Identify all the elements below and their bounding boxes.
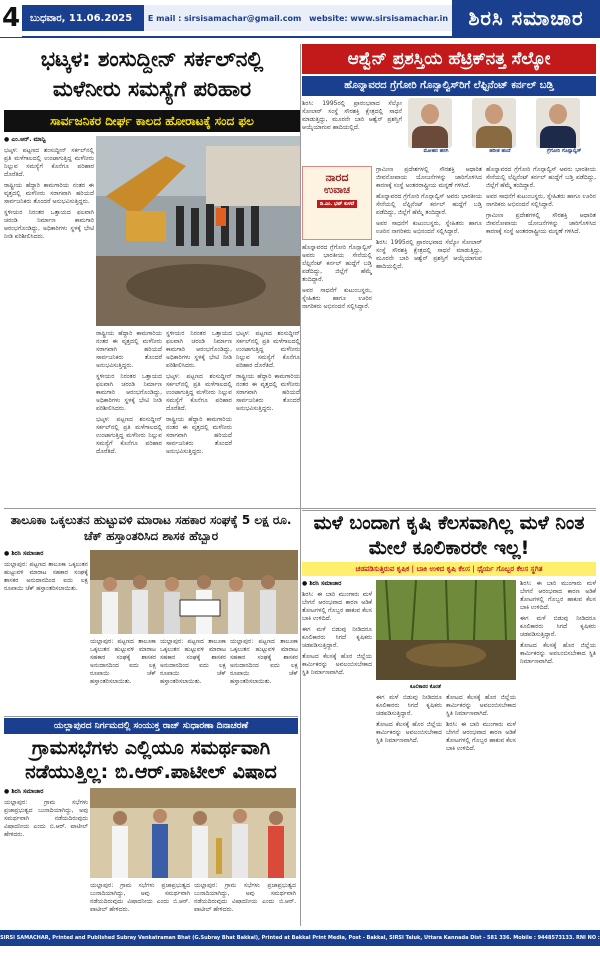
story5-body-col2: [90, 882, 190, 926]
story1-para: ಸ್ಥಳೀಯರ ನಿರಂತರ ಒತ್ತಾಯದ ಫಲವಾಗಿ ಚರಂಡಿ ನಿರ್ಮಾಣ ಕಾಮಗಾರಿ ಆರಂಭಗೊಂಡಿದ್ದು, ಅಧಿಕಾರಿಗಳು ಸ್ಥಳಕ್ಕೆ ಭೇಟಿ ನೀಡಿ ಪರಿಶೀಲಿಸಿದರು.: [4, 209, 94, 240]
story5-para: ಯಲ್ಲಾಪುರ: ಗ್ರಾಮ ಸಭೆಗಳು ಪ್ರಜಾಪ್ರಭುತ್ವದ ಬುನಾದಿಯಾಗಿದ್ದು, ಅವು ಸಮರ್ಥವಾಗಿ ನಡೆಯದಿರುವುದು ವಿಷಾದನೀಯ ಎಂದು ಬಿ.ಆರ್. ಪಾಟೀಲ್ ಹೇಳಿದರು.: [194, 882, 296, 913]
story2-headline: ಆಶ್ವೆನ್ ಪ್ರಶಸ್ತಿಯ ಹೆಟ್ರಿಕ್‌ನತ್ತ ಸೆಲ್ಕೋ: [302, 44, 596, 74]
masthead: ಶಿರಸಿ ಸಮಾಚಾರ: [452, 0, 600, 37]
story4-body-col4: [230, 638, 298, 714]
email-address[interactable]: E mail : sirsisamachar@gmail.com: [147, 13, 302, 23]
story4-para: ಯಲ್ಲಾಪುರ: ಪಟ್ಟಣದ ತಾಲೂಕಾ ಒಕ್ಕಲುತನ ಹುಟ್ಟುವಳಿ ಮಾರಾಟ ಸಹಕಾರ ಸಂಘಕ್ಕೆ ಶಾಸಕರ ಅನುದಾನದಿಂದ ಐದು ಲಕ್ಷ ರೂಪಾಯಿ ಚೆಕ್ ಹಸ್ತಾಂತರಿಸಲಾಯಿತು.: [160, 638, 226, 685]
story2-para: ಹೊನ್ನಾವರದ ಗ್ರೆಗೋರಿ ಗೊನ್ಸಾಲ್ವಿಸ್ ಅವರು ಭಾರತೀಯ ಸೇನೆಯಲ್ಲಿ ಲೆಫ್ಟಿನೆಂಟ್ ಕರ್ನಲ್ ಹುದ್ದೆಗೆ ಬಡ್ತಿ ಪಡೆದಿದ್ದು, ಜಿಲ್ಲೆಗೆ ಹೆಮ್ಮೆ ತಂದಿದ್ದಾರೆ.: [302, 244, 372, 283]
story1-para: ಸ್ಥಳೀಯರ ನಿರಂತರ ಒತ್ತಾಯದ ಫಲವಾಗಿ ಚರಂಡಿ ನಿರ್ಮಾಣ ಕಾಮಗಾರಿ ಆರಂಭಗೊಂಡಿದ್ದು, ಅಧಿಕಾರಿಗಳು ಸ್ಥಳಕ್ಕೆ ಭೇಟಿ ನೀಡಿ ಪರಿಶೀಲಿಸಿದರು.: [166, 330, 232, 369]
story1-byline: ● ಎಂ.ಆರ್. ಮಾನ್ವಿ: [4, 136, 46, 143]
story4-para: ಯಲ್ಲಾಪುರ: ಪಟ್ಟಣದ ತಾಲೂಕಾ ಒಕ್ಕಲುತನ ಹುಟ್ಟುವಳಿ ಮಾರಾಟ ಸಹಕಾರ ಸಂಘಕ್ಕೆ ಶಾಸಕರ ಅನುದಾನದಿಂದ ಐದು ಲಕ್ಷ ರೂಪಾಯಿ ಚೆಕ್ ಹಸ್ತಾಂತರಿಸಲಾಯಿತು.: [230, 638, 298, 685]
column-divider: [300, 44, 301, 926]
story1-photo: [96, 136, 300, 326]
section-divider: [4, 716, 298, 717]
story2-intro: [302, 100, 402, 164]
story4-body-col2: [90, 638, 156, 714]
story1-body-col4: [236, 330, 300, 508]
story2-para: ಶಿರಸಿ: 1995ರಲ್ಲಿ ಪ್ರಾರಂಭವಾದ ಸೆಲ್ಕೋ ಸೋಲಾರ್ ಸಂಸ್ಥೆ ಸೌರಶಕ್ತಿ ಕ್ಷೇತ್ರದಲ್ಲಿ ಸಾಧನೆ ಮಾಡುತ್ತಿದ್ದು, ಮೂರನೇ ಬಾರಿ ಆಶ್ವೆನ್ ಪ್ರಶಸ್ತಿಗೆ ಆಯ್ಕೆಯಾಗುವ ಹಾದಿಯಲ್ಲಿದೆ.: [302, 100, 402, 131]
story3-photo-caption: ಕೂಲಿಕಾರರ ಕೊರತೆ: [410, 684, 441, 690]
story2-para: ಹೊನ್ನಾವರದ ಗ್ರೆಗೋರಿ ಗೊನ್ಸಾಲ್ವಿಸ್ ಅವರು ಭಾರತೀಯ ಸೇನೆಯಲ್ಲಿ ಲೆಫ್ಟಿನೆಂಟ್ ಕರ್ನಲ್ ಹುದ್ದೆಗೆ ಬಡ್ತಿ ಪಡೆದಿದ್ದು, ಜಿಲ್ಲೆಗೆ ಹೆಮ್ಮೆ ತಂದಿದ್ದಾರೆ.: [486, 166, 596, 189]
story3-body-col: [302, 580, 372, 926]
story1-para: ರಾಷ್ಟ್ರೀಯ ಹೆದ್ದಾರಿ ಕಾಮಗಾರಿಯ ನಂತರ ಈ ವೃತ್ತದಲ್ಲಿ ಮಳೆನೀರು ಸರಾಗವಾಗಿ ಹರಿಯದೆ ಸಾರ್ವಜನಿಕರು ತೊಂದರೆ ಅನುಭವಿಸುತ್ತಿದ್ದರು.: [236, 373, 300, 412]
farm-field-image: [376, 580, 516, 680]
story1-para: ರಾಷ್ಟ್ರೀಯ ಹೆದ್ದಾರಿ ಕಾಮಗಾರಿಯ ನಂತರ ಈ ವೃತ್ತದಲ್ಲಿ ಮಳೆನೀರು ಸರಾಗವಾಗಿ ಹರಿಯದೆ ಸಾರ್ವಜನಿಕರು ತೊಂದರೆ ಅನುಭವಿಸುತ್ತಿದ್ದರು.: [166, 416, 232, 455]
story1-para: ರಾಷ್ಟ್ರೀಯ ಹೆದ್ದಾರಿ ಕಾಮಗಾರಿಯ ನಂತರ ಈ ವೃತ್ತದಲ್ಲಿ ಮಳೆನೀರು ಸರಾಗವಾಗಿ ಹರಿಯದೆ ಸಾರ್ವಜನಿಕರು ತೊಂದರೆ ಅನುಭವಿಸುತ್ತಿದ್ದರು.: [96, 330, 162, 369]
people-photo-strip: [404, 98, 596, 162]
story3-para: ತೋಟದ ಕೆಲಸಕ್ಕೆ ಹೊರ ಜಿಲ್ಲೆಯ ಕಾರ್ಮಿಕರನ್ನು ಅವಲಂಬಿಸಬೇಕಾದ ಸ್ಥಿತಿ ನಿರ್ಮಾಣವಾಗಿದೆ.: [302, 653, 372, 676]
story3-body-col3: [446, 694, 516, 926]
story4-headline: ತಾಲೂಕಾ ಒಕ್ಕಲುತನ ಹುಟ್ಟುವಳಿ ಮಾರಾಟ ಸಹಕಾರ ಸಂಘಕ್ಕೆ 5 ಲಕ್ಷ ರೂ. ಚೆಕ್ ಹಸ್ತಾಂತರಿಸಿದ ಶಾಸಕ ಹೆಬ್ಬಾರ: [10, 513, 292, 543]
story3-para: ಈಗ ಮಳೆ ಬಿಡುವು ನೀಡಿದರೂ ಕೂಲಿಕಾರರು ಸಿಗದೆ ಕೃಷಿಕರು ಚಡಪಡಿಸುತ್ತಿದ್ದಾರೆ.: [520, 615, 596, 638]
story3-para: ಈಗ ಮಳೆ ಬಿಡುವು ನೀಡಿದರೂ ಕೂಲಿಕಾರರು ಸಿಗದೆ ಕೃಷಿಕರು ಚಡಪಡಿಸುತ್ತಿದ್ದಾರೆ.: [302, 626, 372, 649]
cheque-handover-image: [90, 550, 298, 634]
page-number: 4: [0, 0, 22, 37]
story2-body-col: [376, 166, 482, 504]
story2-para: ಅವರ ಸಾಧನೆಗೆ ಕುಟುಂಬಸ್ಥರು, ಸ್ನೇಹಿತರು ಹಾಗೂ ಊರಿನ ನಾಗರಿಕರು ಅಭಿನಂದನೆ ಸಲ್ಲಿಸಿದ್ದಾರೆ.: [376, 220, 482, 235]
website-link[interactable]: website: www.sirsisamachar.in: [309, 13, 449, 23]
lamp-lighting-image: [90, 788, 296, 878]
story1-para: ಭಟ್ಕಳ: ಪಟ್ಟಣದ ಶಂಸುದ್ದೀನ್ ಸರ್ಕಲ್‌ನಲ್ಲಿ ಪ್ರತಿ ಮಳೆಗಾಲದಲ್ಲಿ ಉಂಟಾಗುತ್ತಿದ್ದ ಮಳೆನೀರು ನಿಲ್ಲುವ ಸಮಸ್ಯೆಗೆ ಕೊನೆಗೂ ಪರಿಹಾರ ದೊರೆತಿದೆ.: [96, 416, 162, 455]
story5-byline: ● ಶಿರಸಿ ಸಮಾಚಾರ: [4, 788, 44, 795]
story4-byline: ● ಶಿರಸಿ ಸಮಾಚಾರ: [4, 550, 44, 557]
story3-photo: [376, 580, 516, 680]
construction-site-image: [96, 136, 300, 326]
story1-para: ಭಟ್ಕಳ: ಪಟ್ಟಣದ ಶಂಸುದ್ದೀನ್ ಸರ್ಕಲ್‌ನಲ್ಲಿ ಪ್ರತಿ ಮಳೆಗಾಲದಲ್ಲಿ ಉಂಟಾಗುತ್ತಿದ್ದ ಮಳೆನೀರು ನಿಲ್ಲುವ ಸಮಸ್ಯೆಗೆ ಕೊನೆಗೂ ಪರಿಹಾರ ದೊರೆತಿದೆ.: [166, 373, 232, 412]
portrait: ಮೋಹನ ಹಸಗಿ: [408, 98, 464, 154]
story5-kicker: ಯಲ್ಲಾಪುರದ ನಿರ್ಗಮದಲ್ಲಿ ಸಂಯುಕ್ತ ರಾಜ್ ಸುಧಾರಣಾ ದಿನಾಚರಣೆ: [4, 718, 298, 734]
story4-para: ಯಲ್ಲಾಪುರ: ಪಟ್ಟಣದ ತಾಲೂಕಾ ಒಕ್ಕಲುತನ ಹುಟ್ಟುವಳಿ ಮಾರಾಟ ಸಹಕಾರ ಸಂಘಕ್ಕೆ ಶಾಸಕರ ಅನುದಾನದಿಂದ ಐದು ಲಕ್ಷ ರೂಪಾಯಿ ಚೆಕ್ ಹಸ್ತಾಂತರಿಸಲಾಯಿತು.: [4, 561, 88, 592]
page-header: [0, 0, 600, 38]
story4-photo: [90, 550, 298, 634]
story3-byline: ● ಶಿರಸಿ ಸಮಾಚಾರ: [302, 580, 342, 587]
story1-subhead: ಸಾರ್ವಜನಿಕರ ದೀರ್ಘ ಕಾಲದ ಹೋರಾಟಕ್ಕೆ ಸಂದ ಫಲ: [4, 110, 300, 132]
story1-para: ಭಟ್ಕಳ: ಪಟ್ಟಣದ ಶಂಸುದ್ದೀನ್ ಸರ್ಕಲ್‌ನಲ್ಲಿ ಪ್ರತಿ ಮಳೆಗಾಲದಲ್ಲಿ ಉಂಟಾಗುತ್ತಿದ್ದ ಮಳೆನೀರು ನಿಲ್ಲುವ ಸಮಸ್ಯೆಗೆ ಕೊನೆಗೂ ಪರಿಹಾರ ದೊರೆತಿದೆ.: [4, 147, 94, 178]
story4-body-col: [4, 550, 88, 714]
story3-para: ತೋಟದ ಕೆಲಸಕ್ಕೆ ಹೊರ ಜಿಲ್ಲೆಯ ಕಾರ್ಮಿಕರನ್ನು ಅವಲಂಬಿಸಬೇಕಾದ ಸ್ಥಿತಿ ನಿರ್ಮಾಣವಾಗಿದೆ.: [520, 642, 596, 665]
story2-para: ಅವರ ಸಾಧನೆಗೆ ಕುಟುಂಬಸ್ಥರು, ಸ್ನೇಹಿತರು ಹಾಗೂ ಊರಿನ ನಾಗರಿಕರು ಅಭಿನಂದನೆ ಸಲ್ಲಿಸಿದ್ದಾರೆ.: [486, 193, 596, 208]
story1-body-col2: [96, 330, 162, 508]
story5-body-col3: [194, 882, 296, 926]
column-author: ಡಿ.ಎಂ. ಭಟ್ ಕುಳವೆ: [317, 200, 357, 208]
story1-headline: ಭಟ್ಕಳ: ಶಂಸುದ್ದೀನ್ ಸರ್ಕಲ್‌ನಲ್ಲಿ ಮಳೆನೀರು ಸಮಸ್ಯೆಗೆ ಪರಿಹಾರ: [40, 47, 264, 101]
section-divider: [4, 508, 596, 509]
story2-para: ಶಿರಸಿ: 1995ರಲ್ಲಿ ಪ್ರಾರಂಭವಾದ ಸೆಲ್ಕೋ ಸೋಲಾರ್ ಸಂಸ್ಥೆ ಸೌರಶಕ್ತಿ ಕ್ಷೇತ್ರದಲ್ಲಿ ಸಾಧನೆ ಮಾಡುತ್ತಿದ್ದು, ಮೂರನೇ ಬಾರಿ ಆಶ್ವೆನ್ ಪ್ರಶಸ್ತಿಗೆ ಆಯ್ಕೆಯಾಗುವ ಹಾದಿಯಲ್ಲಿದೆ.: [376, 239, 482, 270]
story3-para: ಶಿರಸಿ: ಈ ಬಾರಿ ಮುಂಗಾರು ಮಳೆ ಬೇಗನೆ ಆರಂಭವಾದ ಕಾರಣ ಅಡಿಕೆ ತೋಟಗಳಲ್ಲಿ ಗೊಬ್ಬರ ಹಾಕುವ ಕೆಲಸ ಬಾಕಿ ಉಳಿದಿದೆ.: [302, 591, 372, 622]
story1-body-col: [4, 136, 94, 508]
story3-para: ತೋಟದ ಕೆಲಸಕ್ಕೆ ಹೊರ ಜಿಲ್ಲೆಯ ಕಾರ್ಮಿಕರನ್ನು ಅವಲಂಬಿಸಬೇಕಾದ ಸ್ಥಿತಿ ನಿರ್ಮಾಣವಾಗಿದೆ.: [376, 721, 442, 744]
portrait: ಹರೀಶ ಹಂದೆ: [472, 98, 528, 154]
story3-para: ಶಿರಸಿ: ಈ ಬಾರಿ ಮುಂಗಾರು ಮಳೆ ಬೇಗನೆ ಆರಂಭವಾದ ಕಾರಣ ಅಡಿಕೆ ತೋಟಗಳಲ್ಲಿ ಗೊಬ್ಬರ ಹಾಕುವ ಕೆಲಸ ಬಾಕಿ ಉಳಿದಿದೆ.: [520, 580, 596, 611]
story4-para: ಯಲ್ಲಾಪುರ: ಪಟ್ಟಣದ ತಾಲೂಕಾ ಒಕ್ಕಲುತನ ಹುಟ್ಟುವಳಿ ಮಾರಾಟ ಸಹಕಾರ ಸಂಘಕ್ಕೆ ಶಾಸಕರ ಅನುದಾನದಿಂದ ಐದು ಲಕ್ಷ ರೂಪಾಯಿ ಚೆಕ್ ಹಸ್ತಾಂತರಿಸಲಾಯಿತು.: [90, 638, 156, 685]
story5-body-col: [4, 788, 88, 926]
story1-para: ಸ್ಥಳೀಯರ ನಿರಂತರ ಒತ್ತಾಯದ ಫಲವಾಗಿ ಚರಂಡಿ ನಿರ್ಮಾಣ ಕಾಮಗಾರಿ ಆರಂಭಗೊಂಡಿದ್ದು, ಅಧಿಕಾರಿಗಳು ಸ್ಥಳಕ್ಕೆ ಭೇಟಿ ನೀಡಿ ಪರಿಶೀಲಿಸಿದರು.: [96, 373, 162, 412]
story2-para: ಗ್ರಾಮೀಣ ಪ್ರದೇಶಗಳಲ್ಲಿ ಸೌರಶಕ್ತಿ ಆಧಾರಿತ ಜೀವನೋಪಾಯ ಯೋಜನೆಗಳನ್ನು ಜಾರಿಗೊಳಿಸಿದ ಕಾರಣಕ್ಕೆ ಸಂಸ್ಥೆ ಅಂತರರಾಷ್ಟ್ರೀಯ ಮನ್ನಣೆ ಗಳಿಸಿದೆ.: [376, 166, 482, 189]
story5-headline: ಗ್ರಾಮಸಭೆಗಳು ಎಲ್ಲಿಯೂ ಸಮರ್ಥವಾಗಿ ನಡೆಯುತ್ತಿಲ್ಲ: ಬಿ.ಆರ್.ಪಾಟೀಲ್ ವಿಷಾದ: [25, 737, 277, 783]
story3-para: ತೋಟದ ಕೆಲಸಕ್ಕೆ ಹೊರ ಜಿಲ್ಲೆಯ ಕಾರ್ಮಿಕರನ್ನು ಅವಲಂಬಿಸಬೇಕಾದ ಸ್ಥಿತಿ ನಿರ್ಮಾಣವಾಗಿದೆ.: [446, 694, 516, 717]
story2-para: ಅವರ ಸಾಧನೆಗೆ ಕುಟುಂಬಸ್ಥರು, ಸ್ನೇಹಿತರು ಹಾಗೂ ಊರಿನ ನಾಗರಿಕರು ಅಭಿನಂದನೆ ಸಲ್ಲಿಸಿದ್ದಾರೆ.: [302, 287, 372, 310]
narada-column-box: [302, 166, 372, 240]
column-title: ನಾರದ: [325, 171, 349, 184]
story3-para: ಶಿರಸಿ: ಈ ಬಾರಿ ಮುಂಗಾರು ಮಳೆ ಬೇಗನೆ ಆರಂಭವಾದ ಕಾರಣ ಅಡಿಕೆ ತೋಟಗಳಲ್ಲಿ ಗೊಬ್ಬರ ಹಾಕುವ ಕೆಲಸ ಬಾಕಿ ಉಳಿದಿದೆ.: [446, 721, 516, 752]
story2-para: ಗ್ರಾಮೀಣ ಪ್ರದೇಶಗಳಲ್ಲಿ ಸೌರಶಕ್ತಿ ಆಧಾರಿತ ಜೀವನೋಪಾಯ ಯೋಜನೆಗಳನ್ನು ಜಾರಿಗೊಳಿಸಿದ ಕಾರಣಕ್ಕೆ ಸಂಸ್ಥೆ ಅಂತರರಾಷ್ಟ್ರೀಯ ಮನ್ನಣೆ ಗಳಿಸಿದೆ.: [486, 212, 596, 235]
story5-photo: [90, 788, 296, 878]
story1-para: ರಾಷ್ಟ್ರೀಯ ಹೆದ್ದಾರಿ ಕಾಮಗಾರಿಯ ನಂತರ ಈ ವೃತ್ತದಲ್ಲಿ ಮಳೆನೀರು ಸರಾಗವಾಗಿ ಹರಿಯದೆ ಸಾರ್ವಜನಿಕರು ತೊಂದರೆ ಅನುಭವಿಸುತ್ತಿದ್ದರು.: [4, 182, 94, 205]
story1-body-col3: [166, 330, 232, 508]
story3-body-col2: [376, 694, 442, 926]
story5-para: ಯಲ್ಲಾಪುರ: ಗ್ರಾಮ ಸಭೆಗಳು ಪ್ರಜಾಪ್ರಭುತ್ವದ ಬುನಾದಿಯಾಗಿದ್ದು, ಅವು ಸಮರ್ಥವಾಗಿ ನಡೆಯದಿರುವುದು ವಿಷಾದನೀಯ ಎಂದು ಬಿ.ಆರ್. ಪಾಟೀಲ್ ಹೇಳಿದರು.: [90, 882, 190, 913]
imprint-footer: SIRSI SAMACHAR, Printed and Published Subray Venkatraman Bhat (G.Subray Bhat Bakkal), Printed at Bakkal Print Media, Post - Bakkal, SIRSI Taluk, Uttara Kannada Dist - 581 336. Mobile : 9448573133. RNI NO : 2840/98, Editor : G. Subray Bhat Bakkal.: [0, 930, 600, 946]
story2-body-col3: [486, 166, 596, 504]
portrait: ಗ್ರೆಗೋರಿ ಗೊನ್ಸಾಲ್ವಿಸ್: [536, 98, 592, 154]
story3-subhead: ಚಡಪಡಿಸುತ್ತಿರುವ ಕೃಷಿಕ | ಬಾಕಿ ಉಳಿದ ಕೃಷಿ ಕೆಲಸ | ಧೈರ್ಯ ಗೊಬ್ಬರ ಕೆಲಸ ಸ್ಥಗಿತ: [302, 562, 596, 576]
story3-headline: ಮಳೆ ಬಂದಾಗ ಕೃಷಿ ಕೆಲಸವಾಗಿಲ್ಲ ಮಳೆ ನಿಂತ ಮೇಲೆ ಕೂಲಿಕಾರರೇ ಇಲ್ಲ!: [302, 510, 596, 560]
contact-bar: [144, 5, 452, 31]
story3-para: ಈಗ ಮಳೆ ಬಿಡುವು ನೀಡಿದರೂ ಕೂಲಿಕಾರರು ಸಿಗದೆ ಕೃಷಿಕರು ಚಡಪಡಿಸುತ್ತಿದ್ದಾರೆ.: [376, 694, 442, 717]
story4-body-col3: [160, 638, 226, 714]
issue-date: ಬುಧವಾರ, 11.06.2025: [22, 5, 144, 31]
story1-para: ಭಟ್ಕಳ: ಪಟ್ಟಣದ ಶಂಸುದ್ದೀನ್ ಸರ್ಕಲ್‌ನಲ್ಲಿ ಪ್ರತಿ ಮಳೆಗಾಲದಲ್ಲಿ ಉಂಟಾಗುತ್ತಿದ್ದ ಮಳೆನೀರು ನಿಲ್ಲುವ ಸಮಸ್ಯೆಗೆ ಕೊನೆಗೂ ಪರಿಹಾರ ದೊರೆತಿದೆ.: [236, 330, 300, 369]
story3-body-col4: [520, 580, 596, 926]
story5-para: ಯಲ್ಲಾಪುರ: ಗ್ರಾಮ ಸಭೆಗಳು ಪ್ರಜಾಪ್ರಭುತ್ವದ ಬುನಾದಿಯಾಗಿದ್ದು, ಅವು ಸಮರ್ಥವಾಗಿ ನಡೆಯದಿರುವುದು ವಿಷಾದನೀಯ ಎಂದು ಬಿ.ಆರ್. ಪಾಟೀಲ್ ಹೇಳಿದರು.: [4, 799, 88, 838]
story2-para: ಹೊನ್ನಾವರದ ಗ್ರೆಗೋರಿ ಗೊನ್ಸಾಲ್ವಿಸ್ ಅವರು ಭಾರತೀಯ ಸೇನೆಯಲ್ಲಿ ಲೆಫ್ಟಿನೆಂಟ್ ಕರ್ನಲ್ ಹುದ್ದೆಗೆ ಬಡ್ತಿ ಪಡೆದಿದ್ದು, ಜಿಲ್ಲೆಗೆ ಹೆಮ್ಮೆ ತಂದಿದ್ದಾರೆ.: [376, 193, 482, 216]
column-title-2: ಉವಾಚ: [323, 185, 351, 196]
story2-body-col2: [302, 244, 372, 504]
story2-subhead: ಹೊನ್ನಾವರದ ಗ್ರೆಗೋರಿ ಗೊನ್ಸಾಲ್ವಿಸ್‌ರಿಗೆ ಲೆಫ್ಟಿನೆಂಟ್ ಕರ್ನಲ್ ಬಡ್ತಿ: [302, 76, 596, 96]
